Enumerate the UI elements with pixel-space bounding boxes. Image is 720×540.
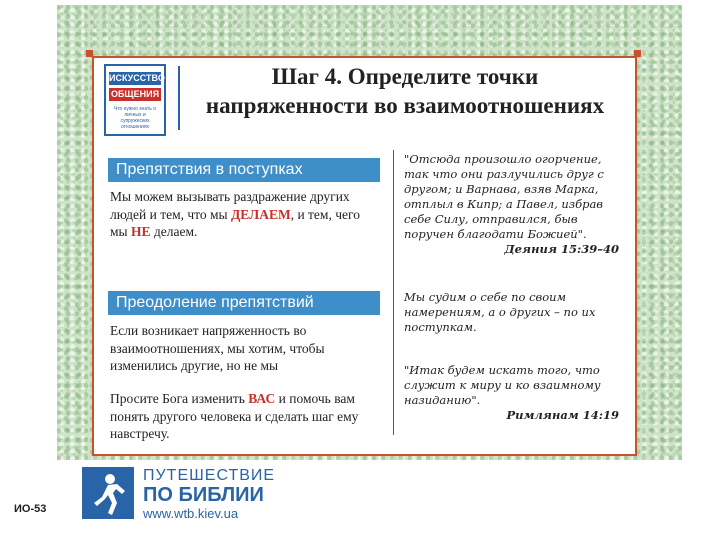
quote-judging-text: Мы судим о себе по своим намерениям, а о других – по их поступкам.: [404, 290, 596, 334]
logo-line1: ИСКУССТВО: [109, 73, 165, 83]
corner-marker: [86, 50, 93, 57]
para2-text-b: и помочь вам понять другого человека и сделать шаг ему навстречу.: [110, 391, 359, 441]
quote-romans-text: "Итак будем искать того, что служит к миру и ко взаимному назиданию".: [404, 363, 601, 407]
logo-line2: ОБЩЕНИЯ: [110, 89, 160, 99]
quote-judging: [404, 290, 619, 335]
title-line2: напряженности во взаимоотношениях: [205, 93, 605, 118]
program-logo: [104, 64, 166, 136]
quote-acts-text: "Отсюда произошло огорчение, так что они разлучились друг с другом; и Варнава, взяв Марка, отплыл в Кипр; а Павел, избрав себе Силу, отправился, быв поручен благодати Божией".: [404, 152, 604, 241]
section-heading-overcoming: Преодоление препятствий: [108, 291, 380, 315]
obstacles-text-b: , и тем, чего мы: [110, 206, 360, 239]
emphasis-do: ДЕЛАЕМ: [231, 206, 291, 222]
quote-acts-ref: Деяния 15:39–40: [504, 242, 619, 256]
column-divider: [393, 150, 394, 435]
emphasis-not: НЕ: [131, 224, 151, 239]
brand-line1: ПУТЕШЕСТВИЕ: [143, 467, 276, 484]
overcoming-para2: [110, 390, 380, 443]
brand-line2: ПО БИБЛИИ: [143, 484, 264, 506]
page-code: ИО-53: [14, 503, 47, 515]
overcoming-para1: Если возникает напряженность во взаимоотношениях, мы хотим, чтобы изменились другие, но не мы: [110, 323, 325, 373]
logo-divider: [178, 66, 180, 130]
emphasis-you: ВАС: [248, 391, 276, 406]
walking-person-icon: [82, 467, 134, 519]
quote-acts: [404, 152, 619, 257]
title-line1: Шаг 4. Определите точки: [271, 64, 539, 89]
quote-romans: [404, 363, 619, 423]
quote-romans-ref: Римлянам 14:19: [506, 408, 619, 422]
logo-tagline: Что нужно знать о личных и супружеских отношениях: [113, 106, 157, 130]
obstacles-text-c: делаем.: [150, 224, 198, 239]
section-heading-obstacles: Препятствия в поступках: [108, 158, 380, 182]
corner-marker: [634, 50, 641, 57]
obstacles-text: [110, 188, 380, 241]
obstacles-text-a: Мы можем вызывать раздражение других людей и тем, что мы: [110, 189, 350, 222]
para2-text-a: Просите Бога изменить: [110, 391, 249, 406]
brand-url[interactable]: www.wtb.kiev.ua: [143, 506, 239, 521]
page-title: [190, 62, 620, 120]
